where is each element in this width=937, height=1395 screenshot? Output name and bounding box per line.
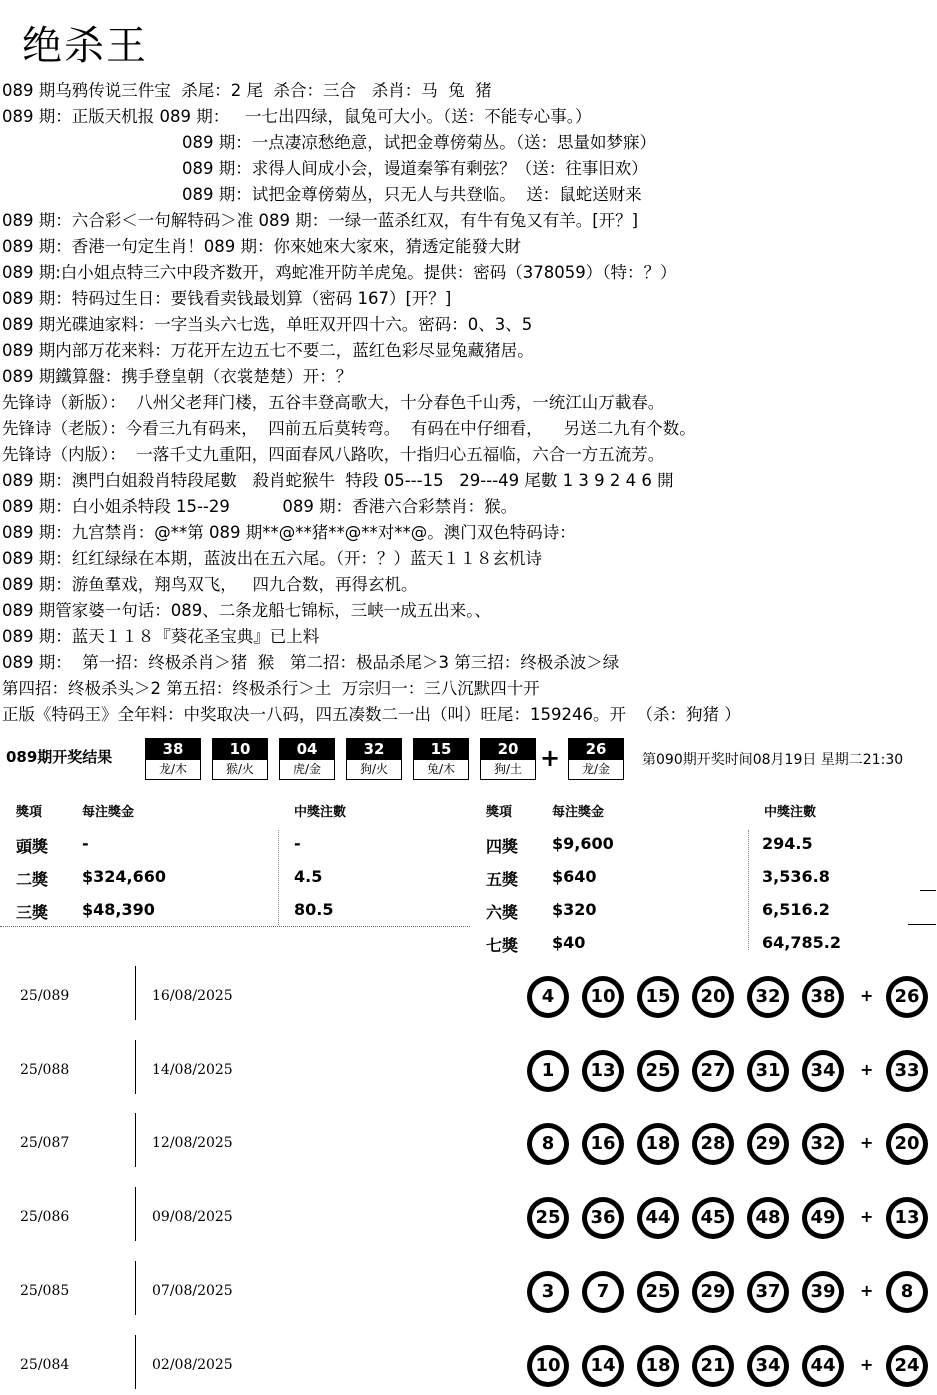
prize-amount: $40 (552, 933, 586, 952)
history-special-ball (886, 1197, 928, 1239)
history-ball-number: 34 (807, 1055, 839, 1087)
prize-name: 頭獎 (16, 837, 49, 856)
history-ball (802, 1197, 844, 1239)
tip-line: 089 期：香港一句定生肖！089 期：你來她來大家來，猜透定能發大財 (2, 237, 521, 256)
history-ball-number: 25 (642, 1276, 674, 1308)
history-ball-number: 8 (532, 1128, 564, 1160)
history-divider (135, 1113, 136, 1167)
history-ball-number: 16 (587, 1128, 619, 1160)
history-ball-number: 10 (532, 1350, 564, 1382)
history-ball (582, 1050, 624, 1092)
tip-line: 089 期:白小姐点特三六中段齐数开，鸡蛇准开防羊虎兔。提供：密码（378059）（特：？） (2, 263, 677, 282)
result-ball (346, 738, 402, 780)
tip-line: 089 期：白小姐杀特段 15--29 089 期：香港六合彩禁肖：猴。 (2, 497, 518, 516)
history-ball-number: 3 (532, 1276, 564, 1308)
history-ball-number: 13 (587, 1055, 619, 1087)
history-row (0, 1113, 937, 1173)
history-ball-number: 29 (697, 1276, 729, 1308)
history-ball (527, 1271, 569, 1313)
history-row (0, 1335, 937, 1395)
prize-divider (278, 830, 280, 925)
prize-amount: $48,390 (82, 900, 155, 919)
ball-attr: 龙/木 (158, 762, 188, 776)
history-ball-number: 1 (532, 1055, 564, 1087)
history-ball (527, 1345, 569, 1387)
history-ball (637, 976, 679, 1018)
history-ball (527, 1197, 569, 1239)
history-plus: + (860, 1207, 874, 1227)
prize-rule (0, 926, 470, 927)
prize-rule-right-2 (920, 890, 936, 891)
history-ball-number: 45 (697, 1202, 729, 1234)
history-ball (637, 1345, 679, 1387)
history-ball-number: 31 (752, 1055, 784, 1087)
history-ball (637, 1197, 679, 1239)
history-date: 14/08/2025 (152, 1061, 233, 1078)
prize-count: 64,785.2 (762, 933, 841, 952)
history-plus: + (860, 1280, 874, 1300)
history-ball (692, 1345, 734, 1387)
prize-amount: $320 (552, 900, 597, 919)
history-ball-number: 14 (587, 1350, 619, 1382)
tip-line: 089 期鐵算盤：携手登皇朝（衣裳楚楚）开：？ (2, 367, 353, 386)
ball-number: 32 (347, 739, 401, 760)
history-ball (692, 1197, 734, 1239)
result-ball (145, 738, 201, 780)
tip-line: 先锋诗（内版）： 一落千丈九重阳，四面春风八路吹，十指归心五福临，六合一方五流芳。 (2, 445, 665, 464)
history-ball-number: 39 (807, 1276, 839, 1308)
prize-count: 6,516.2 (762, 900, 830, 919)
history-special-ball (886, 1050, 928, 1092)
tip-line: 先锋诗（新版）： 八州父老拜门楼，五谷丰登高歌大，十分春色千山秀，一统江山万載春。 (2, 393, 665, 412)
history-ball-number: 18 (642, 1128, 674, 1160)
ball-attr: 猴/火 (225, 762, 255, 776)
prize-name: 四獎 (486, 837, 519, 856)
history-ball (637, 1123, 679, 1165)
history-row (0, 1261, 937, 1321)
history-issue: 25/086 (20, 1209, 70, 1226)
result-label: 089期开奖结果 (6, 748, 113, 766)
prize-count: 80.5 (294, 900, 334, 919)
history-date: 02/08/2025 (152, 1356, 233, 1373)
prize-header-item: 獎項 (16, 805, 43, 820)
history-ball (747, 1345, 789, 1387)
history-date: 12/08/2025 (152, 1135, 233, 1152)
prize-rule-right (908, 924, 936, 925)
history-ball (527, 1123, 569, 1165)
prize-header-amount: 每注獎金 (82, 805, 135, 820)
history-ball (747, 976, 789, 1018)
tip-line: 089 期：游鱼羣戏，翔鸟双飞， 四九合数，再得玄机。 (2, 575, 418, 594)
ball-attr: 狗/火 (359, 762, 389, 776)
history-issue: 25/084 (20, 1356, 70, 1373)
history-ball (527, 976, 569, 1018)
history-date: 07/08/2025 (152, 1282, 233, 1299)
history-ball-number: 48 (752, 1202, 784, 1234)
history-ball (802, 1345, 844, 1387)
tip-line: 第四招：终极杀头＞2 第五招：终极杀行＞土 万宗归一：三八沉默四十开 (2, 679, 540, 698)
tip-line: 089 期：特码过生日：要钱看卖钱最划算（密码 167）[开？] (2, 289, 452, 308)
tip-line: 089 期：九宫禁肖：@**第 089 期**@**猪**@**对**@。澳门双色特码诗： (2, 523, 576, 542)
history-ball (637, 1050, 679, 1092)
tip-line: 089 期乌鸦传说三件宝 杀尾：2 尾 杀合：三合 杀肖：马 兔 猪 (2, 81, 492, 100)
prize-header-count: 中獎注數 (294, 805, 347, 820)
history-ball (802, 1050, 844, 1092)
prize-name: 五獎 (486, 870, 519, 889)
prize-header-amount-2: 每注獎金 (552, 805, 605, 820)
history-special-ball (886, 1271, 928, 1313)
history-special-number: 33 (891, 1055, 923, 1087)
ball-attr: 兔/木 (426, 762, 456, 776)
history-plus: + (860, 1133, 874, 1153)
history-divider (135, 1335, 136, 1389)
tip-line: 089 期：澳門白姐殺肖特段尾數 殺肖蛇猴牛 特段 05---15 29---49 尾數 1 3 9 2 4 6 開 (2, 471, 674, 490)
ball-number: 38 (146, 739, 200, 760)
history-ball-number: 25 (532, 1202, 564, 1234)
history-special-ball (886, 1123, 928, 1165)
tip-line: 089 期：一点凄凉愁绝意，试把金尊傍菊丛。（送：思量如梦寐） (182, 133, 656, 152)
history-ball-number: 25 (642, 1055, 674, 1087)
prize-name: 三獎 (16, 903, 49, 922)
tip-line: 089 期内部万花来料：万花开左边五七不要二，蓝红色彩尽显兔藏猪居。 (2, 341, 534, 360)
tip-line: 正版《特码王》全年料：中奖取决一八码，四五凑数二一出（叫）旺尾：159246。开 （杀：狗猪 ） (2, 705, 741, 724)
prize-amount: $9,600 (552, 834, 614, 853)
history-divider (135, 966, 136, 1020)
history-divider (135, 1040, 136, 1094)
prize-amount: - (82, 834, 89, 853)
ball-attr: 虎/金 (292, 762, 322, 776)
history-ball-number: 15 (642, 981, 674, 1013)
prize-count: 294.5 (762, 834, 813, 853)
history-ball-number: 10 (587, 981, 619, 1013)
tip-line: 089 期：红红绿绿在本期，蓝波出在五六尾。（开：？）蓝天１１８玄机诗 (2, 549, 542, 568)
prize-name: 六獎 (486, 903, 519, 922)
history-special-number: 24 (891, 1350, 923, 1382)
history-ball (692, 1123, 734, 1165)
ball-number: 04 (280, 739, 334, 760)
history-ball-number: 32 (807, 1128, 839, 1160)
prize-amount: $640 (552, 867, 597, 886)
history-ball-number: 49 (807, 1202, 839, 1234)
history-ball-number: 18 (642, 1350, 674, 1382)
history-ball-number: 44 (642, 1202, 674, 1234)
result-ball (212, 738, 268, 780)
history-issue: 25/087 (20, 1135, 70, 1152)
history-ball-number: 36 (587, 1202, 619, 1234)
history-date: 09/08/2025 (152, 1209, 233, 1226)
history-ball-number: 27 (697, 1055, 729, 1087)
result-ball (279, 738, 335, 780)
history-ball (692, 976, 734, 1018)
prize-name: 二獎 (16, 870, 49, 889)
history-ball-number: 32 (752, 981, 784, 1013)
special-ball-attr: 龙/金 (581, 762, 611, 776)
history-issue: 25/089 (20, 988, 70, 1004)
history-ball (747, 1197, 789, 1239)
history-divider (135, 1261, 136, 1315)
history-date: 16/08/2025 (152, 988, 233, 1004)
history-ball-number: 37 (752, 1276, 784, 1308)
history-ball-number: 20 (697, 981, 729, 1013)
history-ball-number: 21 (697, 1350, 729, 1382)
history-ball (582, 1271, 624, 1313)
ball-number: 20 (481, 739, 535, 760)
page-title: 绝杀王 (22, 23, 148, 69)
prize-name: 七獎 (486, 936, 519, 955)
history-ball (582, 1123, 624, 1165)
tip-line: 089 期：六合彩＜一句解特码＞准 089 期：一绿一蓝杀红双，有牛有兔又有羊。[开？] (2, 211, 639, 230)
history-ball (692, 1050, 734, 1092)
history-issue: 25/085 (20, 1282, 70, 1299)
history-ball-number: 34 (752, 1350, 784, 1382)
ball-number: 15 (414, 739, 468, 760)
tip-line: 089 期管家婆一句话：089、二条龙船七锦标，三峡一成五出来。、 (2, 601, 491, 620)
ball-attr: 狗/土 (493, 762, 523, 776)
result-plus: + (540, 744, 561, 772)
history-ball (747, 1123, 789, 1165)
history-issue: 25/088 (20, 1061, 70, 1078)
history-divider (135, 1187, 136, 1241)
history-ball (747, 1271, 789, 1313)
history-special-ball (886, 976, 928, 1018)
history-ball-number: 7 (587, 1276, 619, 1308)
history-ball-number: 28 (697, 1128, 729, 1160)
tip-line: 089 期：求得人间成小会，谩道秦筝有剩弦？（送：往事旧欢） (182, 159, 648, 178)
history-special-number: 26 (891, 981, 923, 1013)
history-ball (637, 1271, 679, 1313)
tip-line: 089 期： 第一招：终极杀肖＞猪 猴 第二招：极品杀尾＞3 第三招：终极杀波＞绿 (2, 653, 620, 672)
tip-line: 089 期：正版天机报 089 期： 一七出四绿，鼠兔可大小。（送：不能专心事。） (2, 107, 592, 126)
history-ball (802, 1123, 844, 1165)
prize-header-count-2: 中獎注數 (764, 805, 817, 820)
history-ball (802, 1271, 844, 1313)
history-ball (582, 1197, 624, 1239)
history-ball (802, 976, 844, 1018)
history-ball (527, 1050, 569, 1092)
prize-count: - (294, 834, 301, 853)
next-draw-time: 第090期开奖时间08月19日 星期二21:30 (642, 752, 904, 768)
tip-line: 089 期：试把金尊傍菊丛，只无人与共登临。 送：鼠蛇送财来 (182, 185, 642, 204)
tip-line: 089 期光碟迪家料：一字当头六七选，单旺双开四十六。密码：0、3、5 (2, 315, 533, 334)
history-ball (582, 1345, 624, 1387)
prize-amount: $324,660 (82, 867, 167, 886)
result-ball (480, 738, 536, 780)
tip-line: 089 期：蓝天１１８『葵花圣宝典』已上料 (2, 627, 320, 646)
history-special-number: 8 (891, 1276, 923, 1308)
history-row (0, 966, 937, 1026)
history-special-ball (886, 1345, 928, 1387)
history-ball-number: 44 (807, 1350, 839, 1382)
history-ball (692, 1271, 734, 1313)
history-plus: + (860, 986, 874, 1005)
prize-header-item-2: 獎項 (486, 805, 513, 820)
history-plus: + (860, 1354, 874, 1374)
history-row (0, 1187, 937, 1247)
prize-count: 4.5 (294, 867, 323, 886)
prize-count: 3,536.8 (762, 867, 830, 886)
special-ball (568, 738, 624, 780)
history-ball-number: 29 (752, 1128, 784, 1160)
history-plus: + (860, 1059, 874, 1079)
history-ball-number: 38 (807, 981, 839, 1013)
result-ball (413, 738, 469, 780)
history-special-number: 20 (891, 1128, 923, 1160)
history-ball (747, 1050, 789, 1092)
history-ball-number: 4 (532, 981, 564, 1013)
history-ball (582, 976, 624, 1018)
tip-line: 先锋诗（老版）：今看三九有码来， 四前五后莫转弯。 有码在中仔细看， 另送二九有个数。 (2, 419, 696, 438)
prize-divider-2 (748, 830, 750, 950)
ball-number: 10 (213, 739, 267, 760)
special-ball-number: 26 (569, 739, 623, 760)
history-row (0, 1040, 937, 1100)
history-special-number: 13 (891, 1202, 923, 1234)
